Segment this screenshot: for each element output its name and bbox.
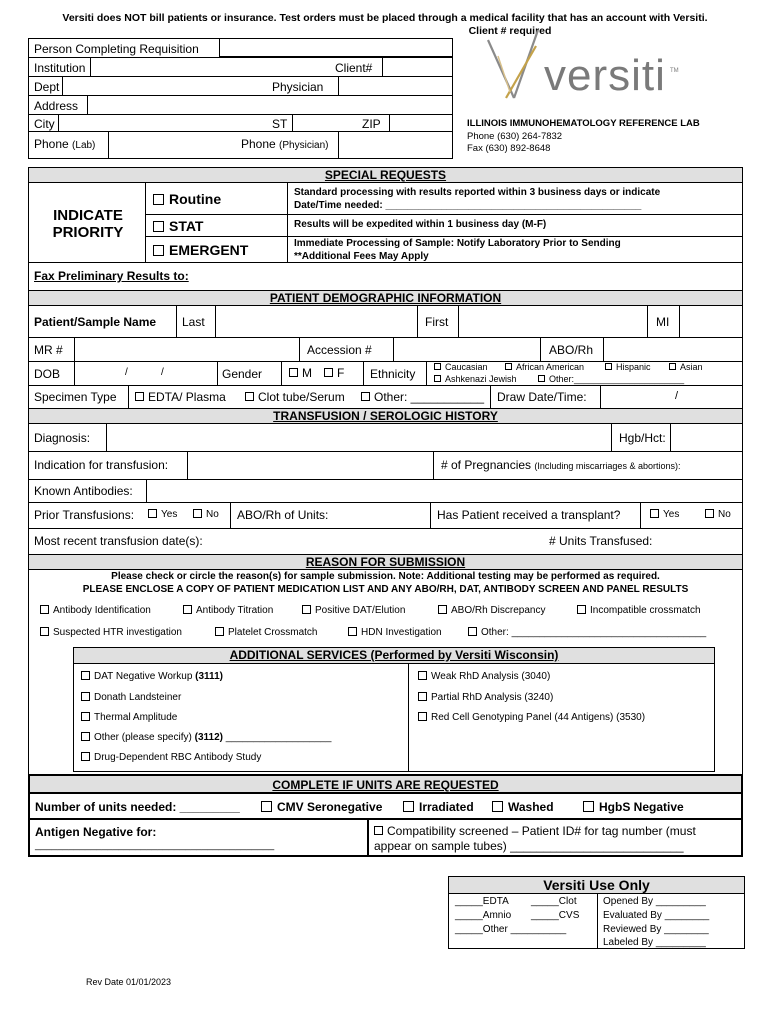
- dob-field[interactable]: [74, 361, 218, 385]
- hgb-hct-field[interactable]: [670, 424, 743, 451]
- logo-trademark: TM: [670, 68, 679, 74]
- transplant-no-checkbox[interactable]: No: [705, 509, 731, 520]
- additional-services-header: ADDITIONAL SERVICES (Performed by Versiti Wisconsin): [73, 647, 715, 664]
- mr-field[interactable]: [74, 337, 300, 361]
- person-completing-label: Person Completing Requisition: [34, 42, 199, 56]
- abo-rh-units-label: ABO/Rh of Units:: [237, 508, 329, 522]
- revision-date: Rev Date 01/01/2023: [86, 977, 172, 987]
- accession-label: Accession #: [307, 343, 372, 357]
- cmv-seronegative-checkbox[interactable]: CMV Seronegative: [261, 800, 382, 814]
- dob-label: DOB: [34, 367, 61, 381]
- draw-datetime-label: Draw Date/Time:: [497, 390, 587, 404]
- middle-initial-label: MI: [656, 315, 670, 329]
- draw-date-separator: /: [675, 390, 679, 402]
- use-only-edta: _____EDTA: [455, 896, 509, 907]
- gender-male-checkbox[interactable]: M: [289, 366, 312, 380]
- use-only-reviewed-by: Reviewed By ________: [603, 924, 709, 935]
- dob-separator-2: /: [161, 367, 164, 378]
- transplant-label: Has Patient received a transplant?: [437, 508, 621, 522]
- city-field[interactable]: [58, 114, 267, 131]
- phone-physician-label: Phone (Physician): [241, 137, 329, 151]
- dept-label: Dept: [34, 80, 60, 94]
- prior-transfusions-yes-checkbox[interactable]: Yes: [148, 509, 177, 520]
- client-number-label: Client#: [335, 61, 373, 75]
- physician-label: Physician: [272, 80, 324, 94]
- patient-demographic-header: PATIENT DEMOGRAPHIC INFORMATION: [28, 290, 743, 306]
- phone-physician-field[interactable]: [338, 131, 453, 158]
- pregnancies-label: # of Pregnancies (Including miscarriages & abortions):: [441, 458, 681, 472]
- requester-info-block: [28, 38, 453, 158]
- hgbs-negative-checkbox[interactable]: HgbS Negative: [583, 800, 684, 814]
- indication-label: Indication for transfusion:: [34, 458, 169, 472]
- patient-name-label: Patient/Sample Name: [34, 315, 157, 329]
- reason-other-checkbox[interactable]: Other: ___________________________________: [468, 627, 706, 638]
- special-requests-header: SPECIAL REQUESTS: [28, 167, 743, 183]
- ethnicity-asian-checkbox[interactable]: Asian: [669, 362, 703, 372]
- indicate-priority-label: INDICATE PRIORITY: [52, 207, 124, 241]
- last-name-label: Last: [182, 315, 205, 329]
- prior-transfusions-label: Prior Transfusions:: [34, 508, 135, 522]
- versiti-logo: [480, 26, 700, 106]
- reason-suspected-htr-checkbox[interactable]: Suspected HTR investigation: [40, 627, 182, 638]
- state-field[interactable]: [292, 114, 357, 131]
- ethnicity-caucasian-checkbox[interactable]: Caucasian: [434, 362, 488, 372]
- service-partial-rhd-checkbox[interactable]: Partial RhD Analysis (3240): [418, 692, 553, 703]
- dept-field[interactable]: [62, 76, 267, 95]
- service-dat-negative-checkbox[interactable]: DAT Negative Workup (3111): [81, 671, 223, 682]
- compatibility-screened-checkbox[interactable]: Compatibility screened – Patient ID# for tag number (must appear on sample tubes) __________________________: [374, 824, 696, 853]
- transfusion-history-header: TRANSFUSION / SEROLOGIC HISTORY: [28, 408, 743, 424]
- zip-field[interactable]: [389, 114, 453, 131]
- emergent-description: Immediate Processing of Sample: Notify Laboratory Prior to Sending **Additional Fees May Apply: [294, 238, 621, 262]
- fax-preliminary-label: Fax Preliminary Results to:: [34, 269, 189, 283]
- units-transfused-label: # Units Transfused:: [549, 534, 653, 548]
- use-only-opened-by: Opened By _________: [603, 896, 706, 907]
- reason-platelet-crossmatch-checkbox[interactable]: Platelet Crossmatch: [215, 627, 317, 638]
- service-weak-rhd-checkbox[interactable]: Weak RhD Analysis (3040): [418, 671, 550, 682]
- middle-initial-field[interactable]: [679, 306, 743, 337]
- routine-description: Standard processing with results reported within 3 business days or indicate Date/Time needed: ______________________________________________: [294, 187, 661, 211]
- lab-fax: Fax (630) 892-8648: [467, 143, 551, 154]
- use-only-clot: _____Clot: [531, 896, 577, 907]
- reason-incompatible-crossmatch-checkbox[interactable]: Incompatible crossmatch: [577, 605, 701, 616]
- reason-antibody-titration-checkbox[interactable]: Antibody Titration: [183, 605, 273, 616]
- institution-label: Institution: [34, 61, 86, 75]
- reason-submission-header: REASON FOR SUBMISSION: [28, 554, 743, 570]
- ethnicity-ashkenazi-checkbox[interactable]: Ashkenazi Jewish: [434, 374, 517, 384]
- address-field[interactable]: [87, 95, 453, 114]
- prior-transfusions-no-checkbox[interactable]: No: [193, 509, 219, 520]
- service-other-checkbox[interactable]: Other (please specify) (3112) ___________________: [81, 732, 331, 743]
- logo-wordmark: versiti: [544, 51, 666, 100]
- use-only-other: _____Other __________: [455, 924, 567, 935]
- emergent-checkbox-icon: [153, 245, 164, 256]
- abo-rh-field[interactable]: [603, 337, 743, 361]
- first-name-field[interactable]: [458, 306, 648, 337]
- accession-field[interactable]: [393, 337, 541, 361]
- number-units-label: Number of units needed: _________: [35, 800, 240, 814]
- use-only-amnio: _____Amnio: [455, 910, 512, 921]
- use-only-labeled-by: Labeled By _________: [603, 937, 706, 948]
- ethnicity-label: Ethnicity: [370, 367, 416, 381]
- specimen-edta-checkbox[interactable]: EDTA/ Plasma: [135, 390, 226, 404]
- irradiated-checkbox[interactable]: Irradiated: [403, 800, 474, 814]
- known-antibodies-label: Known Antibodies:: [34, 484, 133, 498]
- priority-routine-checkbox[interactable]: Routine: [153, 191, 221, 207]
- first-name-label: First: [425, 315, 449, 329]
- service-thermal-amplitude-checkbox[interactable]: Thermal Amplitude: [81, 712, 177, 723]
- last-name-field[interactable]: [215, 306, 418, 337]
- lab-name: ILLINOIS IMMUNOHEMATOLOGY REFERENCE LAB: [467, 118, 700, 129]
- reason-antibody-id-checkbox[interactable]: Antibody Identification: [40, 605, 151, 616]
- priority-stat-checkbox[interactable]: STAT: [153, 218, 203, 234]
- reason-instruction-1: Please check or circle the reason(s) for sample submission. Note: Additional testing may be performed as required.: [111, 571, 660, 582]
- person-completing-field[interactable]: [219, 38, 453, 57]
- abo-rh-label: ABO/Rh: [549, 343, 594, 357]
- ethnicity-hispanic-checkbox[interactable]: Hispanic: [605, 362, 651, 372]
- dob-separator-1: /: [125, 367, 128, 378]
- antigen-negative-field[interactable]: ___________________________________________: [35, 840, 275, 851]
- stat-checkbox-icon: [153, 221, 164, 232]
- indication-field[interactable]: [187, 451, 434, 479]
- ethnicity-other-checkbox[interactable]: Other:______________________: [538, 374, 684, 384]
- state-label: ST: [272, 117, 288, 131]
- ethnicity-african-american-checkbox[interactable]: African American: [505, 362, 584, 372]
- known-antibodies-field[interactable]: [146, 479, 743, 502]
- units-requested-header: COMPLETE IF UNITS ARE REQUESTED: [28, 774, 743, 794]
- zip-label: ZIP: [362, 117, 381, 131]
- lab-phone: Phone (630) 264-7832: [467, 131, 563, 142]
- specimen-other-checkbox[interactable]: Other: ___________: [361, 390, 484, 404]
- gender-options: [281, 361, 364, 385]
- antigen-negative-label: Antigen Negative for:: [35, 825, 157, 839]
- physician-field[interactable]: [338, 76, 453, 95]
- service-donath-landsteiner-checkbox[interactable]: Donath Landsteiner: [81, 692, 181, 703]
- reason-instruction-2: PLEASE ENCLOSE A COPY OF PATIENT MEDICATION LIST AND ANY ABO/RH, DAT, ANTIBODY SCREEN AND PANEL RESULTS: [82, 584, 689, 595]
- fax-preliminary-field[interactable]: [200, 264, 740, 288]
- use-only-cvs: _____CVS: [531, 910, 580, 921]
- notice-line-2: Client # required: [468, 25, 552, 37]
- notice-line-1: Versiti does NOT bill patients or insurance. Test orders must be placed through a medical facility that has an account with Versiti.: [62, 12, 708, 24]
- reason-positive-dat-checkbox[interactable]: Positive DAT/Elution: [302, 605, 405, 616]
- address-label: Address: [34, 99, 79, 113]
- washed-checkbox[interactable]: Washed: [492, 800, 554, 814]
- phone-lab-label: Phone (Lab): [34, 137, 96, 151]
- institution-field[interactable]: [90, 57, 330, 76]
- gender-label: Gender: [222, 367, 263, 381]
- transplant-yes-checkbox[interactable]: Yes: [650, 509, 679, 520]
- use-only-evaluated-by: Evaluated By ________: [603, 910, 710, 921]
- service-genotyping-checkbox[interactable]: Red Cell Genotyping Panel (44 Antigens) (3530): [418, 712, 645, 723]
- priority-emergent-checkbox[interactable]: EMERGENT: [153, 242, 248, 258]
- diagnosis-field[interactable]: [106, 424, 612, 451]
- versiti-use-only-header: Versiti Use Only: [448, 876, 745, 894]
- specimen-type-label: Specimen Type: [34, 390, 117, 404]
- stat-description: Results will be expedited within 1 business day (M-F): [294, 219, 547, 230]
- client-number-field[interactable]: [382, 57, 453, 76]
- mr-label: MR #: [34, 343, 63, 357]
- hgb-hct-label: Hgb/Hct:: [619, 431, 666, 445]
- routine-checkbox-icon: [153, 194, 164, 205]
- reason-abo-discrepancy-checkbox[interactable]: ABO/Rh Discrepancy: [438, 605, 545, 616]
- diagnosis-label: Diagnosis:: [34, 431, 91, 445]
- recent-transfusion-label: Most recent transfusion date(s):: [34, 534, 203, 548]
- draw-datetime-field[interactable]: [600, 385, 743, 408]
- phone-lab-field[interactable]: [108, 131, 236, 158]
- specimen-clot-checkbox[interactable]: Clot tube/Serum: [245, 390, 345, 404]
- city-label: City: [34, 117, 55, 131]
- reason-hdn-checkbox[interactable]: HDN Investigation: [348, 627, 442, 638]
- gender-female-checkbox[interactable]: F: [324, 366, 344, 380]
- service-drug-dependent-checkbox[interactable]: Drug-Dependent RBC Antibody Study: [81, 752, 261, 763]
